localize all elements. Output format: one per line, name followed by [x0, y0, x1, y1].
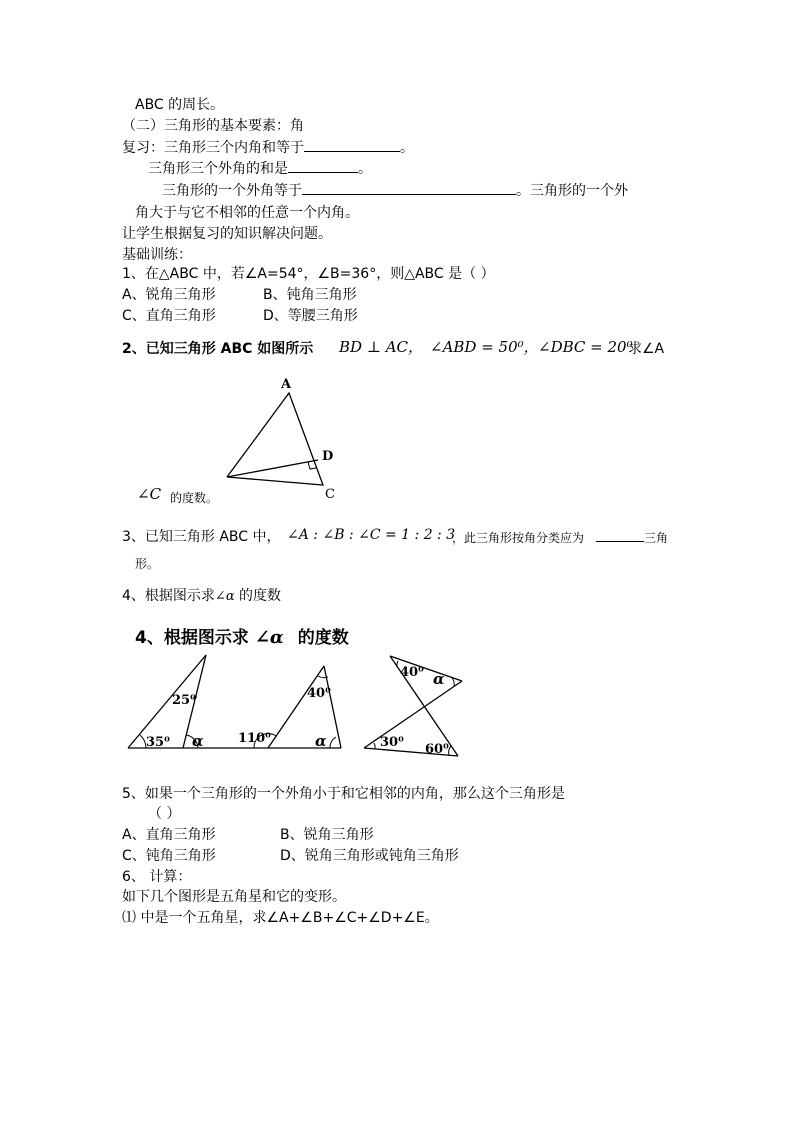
q5-paren: （ ）: [148, 806, 181, 822]
q3-ratio: ∠A : ∠B : ∠C = 1 : 2 : 3: [287, 527, 456, 543]
instruction-line: 让学生根据复习的知识解决问题。: [122, 226, 332, 242]
q3-after: ，此三角形按角分类应为: [452, 531, 585, 545]
fig2-angle-110: 110⁰: [238, 731, 271, 746]
q3-end: 三角: [644, 531, 669, 545]
q1-option-c: C、直角三角形: [122, 308, 216, 324]
q4-stem-text: 的度数: [234, 588, 282, 604]
label-a: A: [281, 377, 292, 392]
q4-title-text: 的度数: [297, 628, 349, 648]
punct: 。: [358, 161, 372, 177]
fig1-alpha: α: [192, 732, 204, 750]
fig3-alpha: α: [433, 670, 445, 688]
q2-tail: 的度数。: [170, 491, 219, 505]
q5-stem: 5、如果一个三角形的一个外角小于和它相邻的内角，那么这个三角形是: [122, 786, 565, 802]
q2-condition-abd: ∠ABD = 50⁰，: [430, 338, 539, 356]
fig2-alpha: α: [315, 732, 327, 750]
review-text: 三角形三个外角的和是: [148, 161, 288, 177]
fig1-angle-35: 35⁰: [146, 735, 170, 750]
q3-line2: 形。: [135, 557, 160, 571]
fig3-angle-60: 60⁰: [425, 742, 449, 757]
q4-stem-text: 4、根据图示求: [122, 588, 215, 604]
fig3-angle-40: 40⁰: [400, 665, 424, 680]
q4-figure-3: [364, 656, 462, 757]
q5-option-c: C、钝角三角形: [122, 848, 216, 864]
q4-figure-2: [236, 666, 341, 750]
q4-title-alpha: ∠α: [254, 627, 284, 648]
q5-option-b: B、锐角三角形: [280, 827, 374, 843]
q3-stem: 3、已知三角形 ABC 中，: [122, 529, 281, 545]
q6-line2: 如下几个图形是五角星和它的变形。: [122, 889, 346, 905]
q2-condition-perpendicular: BD ⊥ AC，: [339, 338, 424, 356]
fig1-angle-25: 25⁰: [172, 693, 196, 708]
q2-ask: 求∠A: [628, 341, 665, 357]
q6-line3: ⑴ 中是一个五角星，求∠A+∠B+∠C+∠D+∠E。: [122, 910, 439, 926]
basic-training-heading: 基础训练：: [122, 247, 192, 263]
fig2-angle-40: 40⁰: [307, 686, 331, 701]
line-abc-perimeter: ABC 的周长。: [135, 97, 225, 113]
fig3-angle-30: 30⁰: [380, 735, 404, 750]
review-text: 三角形的一个外角等于: [162, 183, 302, 199]
q6-stem: 6、 计算：: [122, 869, 192, 885]
q4-figure-1: [128, 655, 236, 750]
q2-angle-c-symbol: ∠C: [137, 485, 162, 503]
q5-option-a: A、直角三角形: [122, 827, 216, 843]
q1-option-b: B、钝角三角形: [263, 287, 357, 303]
review-text: 复习：三角形三个内角和等于: [122, 140, 304, 156]
section-heading-angles: （二）三角形的基本要素：角: [122, 118, 304, 134]
label-d: D: [322, 449, 334, 464]
review-text: 。三角形的一个外: [516, 183, 628, 199]
q1-option-a: A、锐角三角形: [122, 287, 216, 303]
label-c: C: [325, 487, 335, 502]
q5-option-d: D、锐角三角形或钝角三角形: [280, 848, 459, 864]
q1-stem: 1、在△ABC 中，若∠A=54°，∠B=36°，则△ABC 是（ ）: [122, 266, 495, 282]
q4-alpha-symbol: ∠α: [214, 589, 235, 604]
q4-title-text: 4、根据图示求: [135, 628, 249, 648]
punct: 。: [400, 140, 414, 156]
q2-condition-dbc: ∠DBC = 20⁰: [538, 338, 633, 356]
review-line-exterior-gt: 角大于与它不相邻的任意一个内角。: [135, 205, 359, 221]
q2-stem: 2、已知三角形 ABC 如图所示: [122, 341, 314, 357]
q1-option-d: D、等腰三角形: [263, 308, 358, 324]
